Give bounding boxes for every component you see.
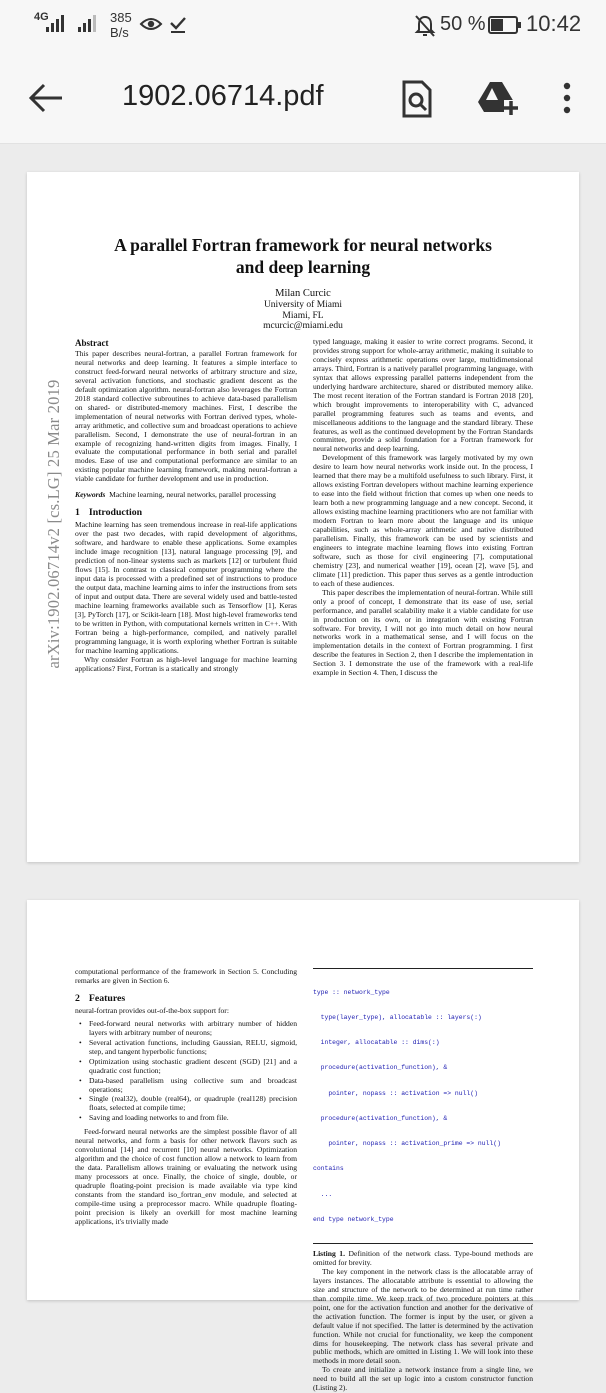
keywords-label: Keywords <box>75 490 106 500</box>
paragraph: typed language, making it easier to write correct programs. Second, it provides strong support for whole-array arithmetic, making it suitable to concisely express arithmetic operations over large, multidimensional arrays. Third, Fortran is a natively parallel programming language, with syntax that allows expressing parallel patterns independent from the underlying hardware architecture, shared or distributed memory alike. The most recent iteration of the Fortran standard is Fortran 2018 [20], which brought improvements to interoperability with C, advanced parallel programming features such as teams and events, and miscellaneous additions to the language and the standard library. These features, as well as the continued development by the Fortran Standards committee, provide a solid foundation for a Fortran framework for neural networks and deep learning. <box>313 337 533 454</box>
section-title: Features <box>88 992 126 1004</box>
pdf-page-2 <box>27 900 579 1393</box>
caption-text: Definition of the network class. Type-bound methods are omitted for brevity. <box>313 1249 533 1267</box>
page2-left-column <box>75 968 297 1227</box>
cell-signal-icon <box>46 14 68 32</box>
code-line: contains <box>313 1165 344 1173</box>
list-item: • Single (real32), double (real64), or quadruple (real128) precision floats, selected at compile time; <box>75 1095 297 1113</box>
paragraph: Development of this framework was largely motivated by my own desire to learn how neural networks work inside out. In the process, I learned that there may be a multifold usefulness to such library. First, it allows existing Fortran developers without machine learning experience to ease into the field without friction that comes up when one needs to learn both a new programming language and a new concept. Second, it allows existing machine learning practitioners who are not familiar with modern Fortran to learn more about the language and its unique capabilities, such as whole-array arithmetic and native distributed parallelism. Finally, this framework can be used by scientists and engineers to integrate machine learning flows into existing Fortran software, such as those for civil engineering [7], computational chemistry [23], and numerical weather [19], ocean [2], wave [5], and climate [11] prediction. This paper thus serves as a gentle introduction to each of these audiences. <box>313 453 533 588</box>
paper-title-line-1: A parallel Fortran framework for neural networks <box>114 235 492 255</box>
section-number: 2 <box>75 992 80 1004</box>
speed-value: 385 <box>110 10 132 25</box>
affiliation-2: Miami, FL <box>282 310 324 321</box>
section-number: 1 <box>75 507 80 519</box>
affiliation-1: University of Miami <box>263 300 343 310</box>
paragraph: Why consider Fortran as high-level language for machine learning applications? First, Fortran is a statically and strongly <box>75 654 297 673</box>
paragraph: To create and initialize a network instance from a single line, we need to build all the set up logic into a custom constructor function (Listing 2). <box>313 1365 533 1393</box>
paragraph: Feed-forward neural networks are the simplest possible flavor of all neural networks, and form a basis for other network flavors such as convolutional [14] and recurrent [10] neural networks. Optimization algorithm and the choice of cost function allow a network to learn from the data. Parallelism allows training or evaluating the network using many processors at once. Finally, the choice of single, double, or quadruple floating-point precision is made available via type kind constants from the standard iso_fortran_env module, and selected at compile-time using a preprocessor macro. While quadruple floating-point precision is likely an overkill for most machine learning applications, it's trivially made <box>75 1127 297 1226</box>
list-item: • Data-based parallelism using collective sum and broadcast operations; <box>75 1077 297 1095</box>
battery-icon <box>488 16 522 34</box>
cell-signal-2-icon <box>78 14 100 32</box>
caption-label: Listing 1. <box>313 1249 346 1258</box>
section-heading-introduction <box>75 507 297 519</box>
keywords-text: Machine learning, neural networks, parallel processing <box>109 490 276 500</box>
page1-left-column <box>75 338 297 673</box>
paragraph: computational performance of the framework in Section 5. Concluding remarks are given in Section 6. <box>75 967 297 985</box>
keywords <box>75 491 297 500</box>
page1-right-column <box>313 338 533 678</box>
clock: 10:42 <box>526 11 582 36</box>
arxiv-identifier: arXiv:1902.06714v2 [cs.LG] 25 Mar 2019 <box>44 379 63 669</box>
download-done-icon <box>168 14 188 34</box>
abstract-heading: Abstract <box>75 338 109 348</box>
search-document-icon[interactable] <box>400 80 434 118</box>
eye-icon <box>140 16 162 32</box>
page2-right-column <box>313 968 533 1393</box>
author-email: mcurcic@miami.edu <box>263 321 343 331</box>
drive-add-icon[interactable] <box>478 80 518 116</box>
code-line: pointer, nopass :: activation_prime => null() <box>313 1140 501 1148</box>
list-item: • Optimization using stochastic gradient descent (SGD) [21] and a quadratic cost function; <box>75 1058 297 1076</box>
section-heading-features <box>75 993 297 1005</box>
abstract-text: This paper describes neural-fortran, a parallel Fortran framework for neural networks and deep learning. It features a simple interface to construct feed-forward neural networks of arbitrary structure and size, several activation functions, and stochastic gradient descent as the default optimization algorithm. neural-fortran also leverages the Fortran 2018 standard collective subroutines to achieve data-based parallelism on shared- or distributed-memory machines. First, I describe the implementation of neural networks with Fortran derived types, whole-array arithmetic, and collective sum and broadcast operations to achieve parallelism. Second, I demonstrate the use of neural-fortran in an example of recognizing hand-written digits from images. Finally, I evaluate the computational performance in both serial and parallel modes. Ease of use and computational performance are similar to an existing popular machine learning framework, making neural-fortran a viable candidate for further development and use in production. <box>75 349 297 484</box>
code-line: type :: network_type <box>313 988 390 996</box>
paper-title <box>67 234 539 278</box>
code-line: pointer, nopass :: activation => null() <box>313 1089 478 1097</box>
app-bar <box>0 52 606 144</box>
more-vert-icon[interactable] <box>560 80 574 116</box>
code-line: integer, allocatable :: dims(:) <box>313 1039 440 1047</box>
code-listing <box>313 968 533 1244</box>
back-arrow-icon[interactable] <box>28 82 64 114</box>
bell-off-icon <box>414 14 436 38</box>
document-title: 1902.06714.pdf <box>122 80 324 112</box>
network-type: 4G <box>34 11 49 23</box>
battery-percent: 50 % <box>440 13 486 35</box>
listing-caption <box>313 1250 533 1268</box>
code-line: ... <box>313 1190 333 1198</box>
speed-unit: B/s <box>110 25 129 40</box>
code-line: type(layer_type), allocatable :: layers(:) <box>313 1014 482 1022</box>
list-item: • Several activation functions, including Gaussian, RELU, sigmoid, step, and tangent hyperbolic functions; <box>75 1039 297 1057</box>
author-name: Milan Curcic <box>275 288 331 299</box>
list-item: • Feed-forward neural networks with arbitrary number of hidden layers with arbitrary number of neurons; <box>75 1020 297 1038</box>
pdf-page-1 <box>27 172 579 862</box>
section-title: Introduction <box>88 507 143 519</box>
status-bar <box>0 0 606 52</box>
code-line: procedure(activation_function), & <box>313 1064 448 1072</box>
paragraph: The key component in the network class is the allocatable array of layers instances. The allocatable attribute is essential to allowing the size and structure of the network to be determined at run time rather than compile time. We keep track of two procedure pointers at this point, one for the activation function and another for the derivative of the activation function. The former is input by the user, or given a default value if not specified. The latter is determined by the activation function. While not crucial for functionality, we keep the component dims for housekeeping. The network class has several private and public methods, which are omitted in Listing 1. We will look into these methods in more detail soon. <box>313 1266 533 1366</box>
paragraph: neural-fortran provides out-of-the-box support for: <box>75 1005 229 1015</box>
paragraph: This paper describes the implementation of neural-fortran. While still only a proof of concept, I demonstrate that its ease of use, serial performance, and parallel scalability make it a viable candidate for use in production on its own, or in integration with existing Fortran software. For brevity, I will not go into much detail on how neural networks work in a mathematical sense, and I will focus on the implementation details in the context of Fortran programming. I first describe the features in Section 2, then I describe the implementation in Section 3. I demonstrate the use of the framework with a real-life example in Section 4. Then, I discuss the <box>313 587 533 678</box>
paragraph: Machine learning has seen tremendous increase in real-life applications over the past two decades, with rapid development of algorithms, software, and hardware to enable these applications. Some examples include image recognition [13], natural language processing [9], and prediction of non-linear systems such as markets [12] or turbulent fluid flows [15]. In contrast to classical computer programming where the input data is processed with a predefined set of instructions to produce the output data, machine learning aims to infer the instructions from sets of input and output data. There are several widely used and battle-tested machine learning frameworks available such as Tensorflow [1], Keras [3], PyTorch [17], or Scikit-learn [18]. Most high-level frameworks tend to be written in Python, with computational kernels written in C++. With Fortran being a high-performance, compiled, and natively parallel programming language, it is worth exploring whether Fortran is suitable for machine learning applications. <box>75 520 297 655</box>
author-block <box>27 288 579 332</box>
code-line: procedure(activation_function), & <box>313 1114 448 1122</box>
paper-title-line-2: and deep learning <box>235 257 371 277</box>
list-item: • Saving and loading networks to and from file. <box>75 1114 297 1123</box>
network-speed <box>110 10 132 40</box>
code-line: end type network_type <box>313 1215 394 1223</box>
features-list <box>75 1020 297 1123</box>
